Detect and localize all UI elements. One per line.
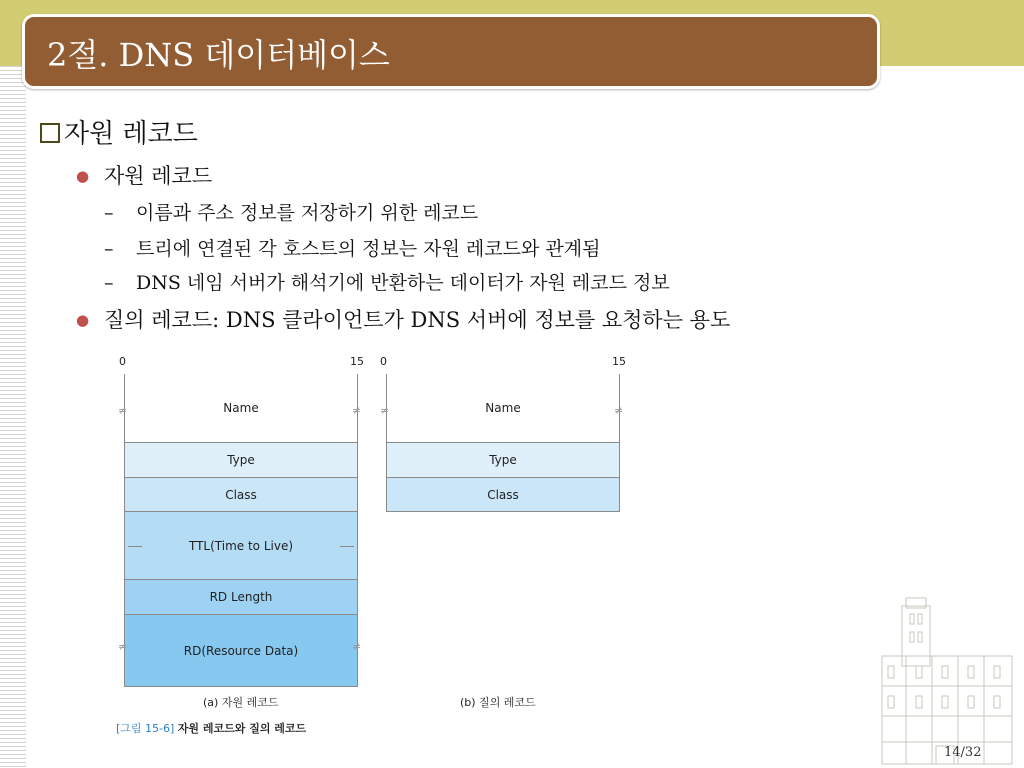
ttl-dash-left [128, 546, 142, 547]
section-heading [40, 113, 198, 150]
record-format-figure [110, 352, 650, 742]
resource-record-diagram [124, 374, 358, 687]
field-name: Name [125, 374, 357, 442]
break-mark: ≠ [352, 640, 362, 653]
field-type: Type [125, 442, 357, 477]
sub-item [104, 198, 478, 225]
slide-title: 2절. DNS 데이터베이스 [47, 36, 390, 74]
bit-end-label: 15 [350, 355, 364, 368]
sub-item-text: 트리에 연결된 각 호스트의 정보는 자원 레코드와 관계됨 [136, 238, 601, 260]
break-mark: ≠ [118, 404, 128, 417]
resource-record-caption: (a) 자원 레코드 [203, 696, 279, 709]
field-class: Class [387, 477, 619, 511]
dash-marker: – [104, 272, 114, 294]
left-striped-margin [0, 66, 26, 768]
dash-marker: – [104, 202, 114, 224]
bit-end-label: 15 [612, 355, 626, 368]
figure-caption [116, 720, 306, 736]
sub-item [104, 268, 670, 295]
break-mark: ≠ [118, 640, 128, 653]
building-sketch-icon [876, 596, 1016, 768]
bullet-item [76, 304, 730, 334]
sub-item [104, 234, 600, 261]
bit-start-label: 0 [380, 355, 387, 368]
field-ttl: TTL(Time to Live) [125, 511, 357, 579]
bit-start-label: 0 [119, 355, 126, 368]
field-name: Name [387, 374, 619, 442]
field-class: Class [125, 477, 357, 511]
ttl-dash-right [340, 546, 354, 547]
square-bullet-icon [40, 123, 60, 143]
field-rd-length: RD Length [125, 579, 357, 614]
break-mark: ≠ [614, 404, 624, 417]
section-heading-text: 자원 레코드 [64, 119, 198, 149]
page-number: 14/32 [944, 745, 982, 760]
field-rd: RD(Resource Data) [125, 614, 357, 686]
query-record-diagram [386, 374, 620, 512]
sub-item-text: DNS 네임 서버가 해석기에 반환하는 데이터가 자원 레코드 정보 [136, 272, 670, 294]
dash-marker: – [104, 238, 114, 260]
sub-item-text: 이름과 주소 정보를 저장하기 위한 레코드 [136, 202, 479, 224]
field-type: Type [387, 442, 619, 477]
round-bullet-icon: ● [76, 167, 90, 185]
title-bar [22, 14, 880, 89]
bullet-text: 질의 레코드: DNS 클라이언트가 DNS 서버에 정보를 요청하는 용도 [104, 308, 731, 332]
round-bullet-icon: ● [76, 311, 90, 329]
break-mark: ≠ [380, 404, 390, 417]
bullet-text: 자원 레코드 [104, 164, 213, 188]
figure-number: [그림 15-6] [116, 722, 175, 735]
bullet-item [76, 160, 212, 190]
query-record-caption: (b) 질의 레코드 [460, 696, 536, 709]
break-mark: ≠ [352, 404, 362, 417]
figure-caption-text: 자원 레코드와 질의 레코드 [177, 722, 307, 735]
